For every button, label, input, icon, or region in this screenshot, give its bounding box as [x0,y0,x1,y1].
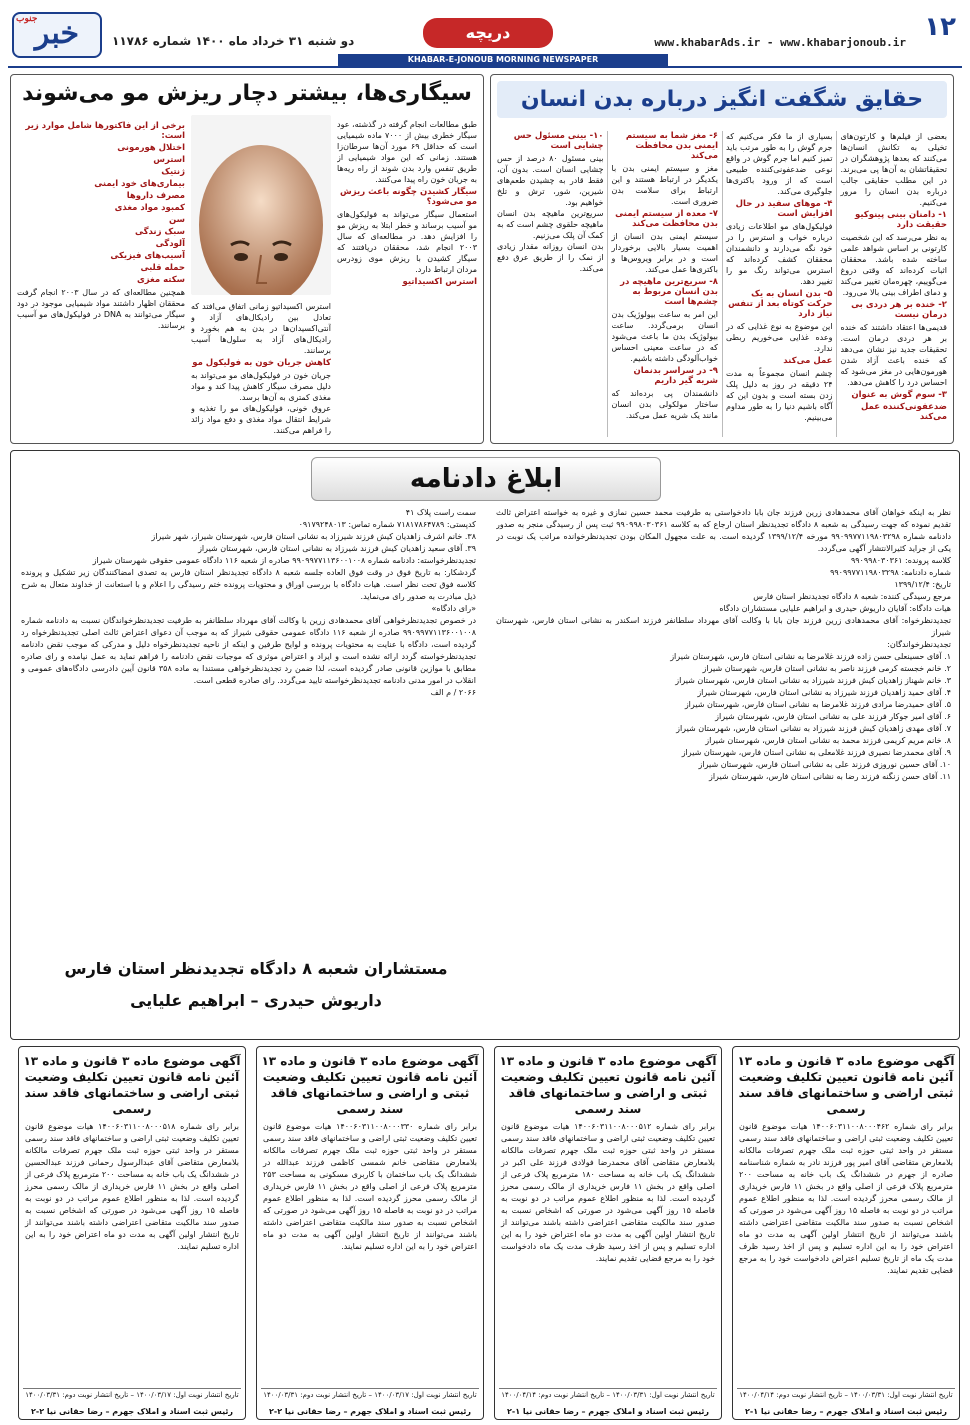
article-subheading: استرس اکسیداتیو [402,277,477,287]
article-body-facts [490,74,954,444]
article-paragraph: سیستم ایمنی بدن انسان از اهمیت بسیار بالایی برخوردار است و در برابر ویروس‌ها و باکتری‌ها عمل می‌کند. [611,232,718,274]
article-paragraph: استرس اکسیداتیو زمانی اتفاق می‌افتد که تعادل بین رادیکال‌های آزاد و آنتی‌اکسیدان‌ها در بدن به هم بخورد و رادیکال‌های آزاد به سلول‌ها آسیب برسانند. [191,302,331,355]
article-subheading: ۴- موهای سفید در حال افزایش است [735,199,833,219]
article-text-right [337,119,477,437]
notice-text-left: سمت راست پلاک ۴۱ کدپستی: ۷۱۸۱۷۸۶۴۷۸۹ شماره تماس: ۰۹۱۷۹۲۴۸۰۱۳ ۳۸. خانم اشرف زاهدیان کیش فرزند شیرزاد به نشانی استان فارس، شهرستان شیراز، شهر شیراز ۳۹. آقای سعید زاهدیان کیش فرزند شیرزاد به نشانی استان فارس، شهرستان شیراز تجدیدنظرخواسته: دادنامه شماره ۹۹۰۹۹۷۷۱۱۳۶۰۰۱۰۰۸ صادره از شعبه ۱۱۶ دادگاه عمومی حقوقی شهرستان شیراز گردشکار: به تاریخ فوق در وقت فوق العاده جلسه شعبه ۸ دادگاه تجدیدنظر استان فارس به تصدی امضاکنندگان زیر تشکیل و پرونده کلاسه فوق تحت نظر است. هیات دادگاه با بررسی اوراق و محتویات پرونده ختم رسیدگی را اعلام و با استعانت از خداوند متعال به شرح ذیل مبادرت به صدور رای می‌نماید. «رای دادگاه» در خصوص تجدیدنظرخواهی آقای محمدهادی زرین با وکالت آقای مهرداد سلطانفر به طرفیت تجدیدنظرخواندگان نسبت به دادنامه شماره ۹۹۰۹۹۷۷۱۱۳۶۰۰۱۰۰۸ صادره از شعبه ۱۱۶ دادگاه عمومی حقوقی شیراز که به موجب آن دعوای اعتراض ثالث اصلی تجدیدنظرخواه رد گردیده است، دادگاه با عنایت به محتویات پرونده و لوایح طرفین و اینکه از ناحیه تجدیدنظرخواه دلیل و مدرکی که موجب نقض دادنامه تجدیدنظرخواسته گردد ارائه نشده است و ایراد و اعتراض موثری که موجبات نقض دادنامه را فراهم نماید به عمل نیامده و رای صادره مطابق با موازین قانونی صادر گردیده است، لذا ضمن رد تجدیدنظرخواهی مستندا به ماده ۳۵۸ قانون آیین دادرسی دادگاه‌های عمومی و انقلاب در امور مدنی دادنامه تجدیدنظرخواسته تایید می‌گردد. رای صادره قطعی است. ۲۰۶۶ / م الف [21,508,476,697]
ad-signature: رئیس ثبت اسناد و املاک جهرم – رضا حقانی نیا ۱-۲ [507,1407,709,1416]
article-paragraph: استعمال سیگار می‌تواند به فولیکول‌های مو آسیب برساند و خطر ابتلا به ریزش مو را افزایش دهد. در مطالعه‌ای که سال ۲۰۰۳ انجام شد، محققان دریافتند که سیگار کشیدن با ریزش موی زودرس مردان ارتباط دارد. [337,210,477,274]
notice-signature-title: مستشاران شعبه ۸ دادگاه تجدیدنظر استان فارس [64,959,448,978]
registration-ad-1 [732,1046,960,1420]
registration-ad-4 [18,1046,246,1420]
article-paragraph: این امر به ساعت بیولوژیک بدن انسان برمی‌گردد. ساعت بیولوژیک بدن ما باعث می‌شود که در ساعت معینی احساس خواب‌آلودگی داشته باشیم. [611,310,718,363]
ad-body: برابر رای شماره ۱۴۰۰۶۰۳۱۱۰۰۸۰۰۰۵۱۲ هیات موضوع قانون تعیین تکلیف وضعیت ثبتی اراضی و ساختمانهای فاقد سند رسمی مستقر در واحد ثبتی حوزه ثبت ملک جهرم تصرفات مالکانه بلامعارض متقاضی آقای محمدرضا فولادی فرزند علی اکبر در ششدانگ یک باب خانه به مساحت ۱۸۰ مترمربع پلاک فرعی از اصلی واقع در بخش ۱۱ فارس خریداری از مالک رسمی محرز گردیده است. لذا به منظور اطلاع عموم مراتب در دو نوبت به فاصله ۱۵ روز آگهی می‌شود در صورتی که اشخاص نسبت به صدور سند مالکیت متقاضی اعتراضی داشته باشند می‌توانند از تاریخ انتشار اولین آگهی به مدت دو ماه اعتراض خود را به این اداره تسلیم و پس از اخذ رسید ظرف مدت یک ماه دادخواست خود را به مرجع قضایی تقدیم نمایند. [501,1122,716,1263]
article-subheading: مصرف داروها [126,191,185,201]
article-subheading: کمبود مواد مغذی [114,203,185,213]
article-subheading: برخی از این فاکتورها شامل موارد زیر است: [25,121,185,141]
ad-title: آگهی موضوع ماده ۳ قانون و ماده ۱۳ آئین نامه قانون تعیین تکلیف وضعیت ثبتی اراضی و ساختمانهای فاقد سند رسمی [737,1054,955,1116]
article-paragraph: بینی مسئول ۸۰ درصد از حس چشایی انسان است. بدون آن، فقط قادر به چشیدن طعم‌های شیرین، شور، ترش و تلخ خواهیم بود. [497,154,604,207]
article-subheading: ۶- مغز شما به سیستم ایمنی بدن محافظت می‌کند [625,131,718,161]
article-subheading: ژنتیک [161,167,185,177]
ad-title: آگهی موضوع ماده ۳ قانون و ماده ۱۳ آئین نامه قانون تعیین تکلیف وضعیت ثبتی اراضی و ساختمانهای فاقد سند رسمی [23,1054,241,1116]
article-subheading: سیگار کشیدن چگونه باعث ریزش مو می‌شود؟ [340,187,477,207]
ad-title: آگهی موضوع ماده ۳ قانون و ماده ۱۳ آئین نامه قانون تعیین تکلیف وضعیت ثبتی و اراضی و ساختمانهای فاقد سند رسمی [499,1054,717,1116]
ad-body: برابر رای شماره ۱۴۰۰۶۰۳۱۱۰۰۸۰۰۰۴۶۲ هیات موضوع قانون تعیین تکلیف وضعیت ثبتی اراضی و ساختمانهای فاقد سند رسمی مستقر در واحد ثبتی حوزه ثبت ملک جهرم تصرفات مالکانه بلامعارض متقاضی آقای امیر پور فرزند نادر به شماره شناسنامه صادره از جهرم در ششدانگ یک باب خانه به مساحت ۲۰۰ مترمربع پلاک فرعی از اصلی واقع در بخش ۱۱ فارس خریداری از مالک رسمی محرز گردیده است. لذا به منظور اطلاع عموم مراتب در دو نوبت به فاصله ۱۵ روز آگهی می‌شود در صورتی که اشخاص نسبت به صدور سند مالکیت متقاضی اعتراضی داشته باشند می‌توانند از تاریخ انتشار اولین آگهی به مدت دو ماه اعتراض خود را به این اداره تسلیم و پس از اخذ رسید ظرف مدت یک ماه از تاریخ تسلیم اعتراض دادخواست خود را به مرجع قضایی تقدیم نمایند. [739,1122,954,1275]
section-title: دریچه [423,18,553,48]
ad-signature: رئیس ثبت اسناد و املاک جهرم – رضا حقانی نیا ۲-۲ [269,1407,471,1416]
notice-text-right: نظر به اینکه خواهان آقای محمدهادی زرین فرزند جان بابا دادخواستی به طرفیت محمد حسین نمازی و غیره به خواسته اعتراض ثالث تقدیم نموده که جهت رسیدگی به شعبه ۸ دادگاه تجدیدنظر استان ارجاع که به کلاسه ۹۹۰۹۹۸۰۳۰۳۶۱ ثبت پس از رسیدگی منجر به صدور دادنامه شماره ۹۹۰۹۹۷۷۱۱۹۸۰۳۲۹۸ مورخه ۱۳۹۹/۱۲/۴ گردیده است. به علت مجهول المکان بودن تجدیدنظرخوانده مراتب یک نوبت در یکی از جراید کثیرالانتشار آگهی می‌گردد. کلاسه پرونده: ۹۹۰۹۹۸۰۳۰۳۶۱ شماره دادنامه: ۹۹۰۹۹۷۷۱۱۹۸۰۳۲۹۸ تاریخ: ۱۳۹۹/۱۲/۴ مرجع رسیدگی کننده: شعبه ۸ دادگاه تجدیدنظر استان فارس هیات دادگاه: آقایان داریوش حیدری و ابراهیم علیایی مستشاران دادگاه تجدیدنظرخواه: آقای محمدهادی زرین فرزند جان بابا با وکالت آقای مهرداد سلطانفر فرزند اسکندر به نشانی استان فارس، شهرستان شیراز تجدیدنظرخواندگان: ۱. آقای حسینعلی حسن زاده فرزند غلامرضا به نشانی استان فارس، شهرستان شیراز ۲. خانم خجسته کرمی فرزند ناصر به نشانی استان فارس، شهرستان شیراز ۳. خانم شهناز زاهدیان کیش فرزند شیرزاد به نشانی استان فارس، شهرستان شیراز ۴. آقای حمید زاهدیان فرزند شیرزاد به نشانی استان فارس، شهرستان شیراز ۵. آقای حمیدرضا مرادی فرزند غلامرضا به نشانی استان فارس، شهرستان شیراز ۶. آقای امیر جوکار فرزند علی به نشانی استان فارس، شهرستان شیراز ۷. آقای مهدی زاهدیان کیش فرزند شیرزاد به نشانی استان فارس، شهرستان شیراز ۸. خانم مریم کریمی فرزند محمد به نشانی استان فارس، شهرستان شیراز ۹. آقای محمدرضا نصیری فرزند غلامعلی به نشانی استان فارس، شهرستان شیراز ۱۰. آقای حسین نوروزی فرزند علی به نشانی استان فارس، شهرستان شیراز ۱۱. آقای حسن زنگنه فرزند رضا به نشانی استان فارس، شهرستان شیراز [496,508,951,781]
article-text-middle [191,301,331,437]
article-subheading: ۲- خنده بر هر دردی بی درمان نیست [851,300,947,320]
article-paragraph: طبق مطالعات انجام گرفته در گذشته، عود سیگار خطری بیش از ۷۰۰۰ ماده شیمیایی است که حداقل ۶۹ مورد آن‌ها سرطان‌زا هستند. زمانی که این مواد شیمیایی از طریق تنفس وارد بدن شوند از راه ریه‌ها به جریان خون راه پیدا می‌کنند. [337,120,477,184]
article-subheading: عمل می‌کند [783,356,833,366]
article-subheading: آسیب‌های فیزیکی [110,251,185,261]
article-subheading: ۵- بدن انسان به یک حرکت کوتاه بعد از تنفس نیاز دارد [728,289,833,319]
article-paragraph: بسیاری از ما فکر می‌کنیم که جرم گوش را به طور مرتب باید تمیز کنیم اما جرم گوش در واقع نوعی ضدعفونی‌کننده طبیعی است که از ورود باکتری‌ها جلوگیری می‌کند. [726,132,833,196]
registration-ad-3 [256,1046,484,1420]
article-subheading: سکته مغزی [136,275,185,285]
article-subheading: آلودگی [155,239,185,249]
article-subheading: ۸- سریع‌ترین ماهیچه در بدن انسان مربوط به چشم‌ها است [620,277,718,307]
notice-signature-names: داریوش حیدری – ابراهیم علیایی [130,991,382,1010]
article-subheading: استرس [153,155,185,165]
article-paragraph: این موضوع به نوع غذایی که در وعده غذایی می‌خوریم ربطی ندارد. [726,322,833,353]
ad-dates: تاریخ انتشار نوبت اول: ۱۴۰۰/۰۳/۱۷ – تاریخ انتشار نوبت دوم: ۱۴۰۰/۰۳/۳۱ [261,1388,479,1399]
article-paragraph: بعضی از فیلم‌ها و کارتون‌های تخیلی به تکانش انسان‌ها می‌کنند که بعدها پژوهشگران در تحقیقاتشان به آن‌ها پی می‌برند. در این مطلب حقایقی جالب درباره بدن انسان را مرور می‌کنیم. [840,132,947,207]
article-smokers-hair [10,74,484,444]
logo-sub: جنوب [16,14,38,24]
article-subheading: ۱۰- بینی مسئول حس چشایی است [513,131,604,151]
article-text-left [17,119,185,437]
article-paragraph: فولیکول‌های مو اطلاعات زیادی درباره خواب و استرس را در خود نگه می‌دارند و دانشمندان محققان کشف کرده‌اند که استرس می‌تواند رنگ مو را تغییر دهد. [726,222,833,286]
article-paragraph: عروق خونی، فولیکول‌های مو را تغذیه و شرایط انتقال مواد مغذی و دفع مواد زائد را فراهم می‌کنند. [191,404,331,435]
article-columns [497,131,947,437]
article-subheading: ۹- در سراسر بدنمان شریه گیر داریم [633,366,718,386]
article-title: سیگاری‌ها، بیشتر دچار ریزش مو می‌شوند [22,81,472,106]
article-subheading: کاهش جریان خون به فولیکول مو [192,358,331,368]
ad-signature: رئیس ثبت اسناد و املاک جهرم – رضا حقانی نیا ۱-۲ [745,1407,947,1416]
article-paragraph: جریان خون در فولیکول‌های مو می‌تواند به دلیل مصرف سیگار کاهش پیدا کند و مواد مغذی کمتری به آن‌ها برسد. [191,371,331,402]
registration-ad-2 [494,1046,722,1420]
article-paragraph: بدن انسان روزانه مقدار زیادی از نمک را از طریق عرق دفع می‌کند. [497,242,604,273]
article-subheading: ۳- سوم گوش به عنوان [851,390,947,400]
article-subheading: اختلال هورمونی [117,143,185,153]
ad-dates: تاریخ انتشار نوبت اول: ۱۴۰۰/۰۳/۱۷ – تاریخ انتشار نوبت دوم: ۱۴۰۰/۰۳/۳۱ [23,1388,241,1399]
court-verdict-notice [10,450,960,1040]
article-paragraph: چشم انسان مجموعاً به مدت ۲۴ دقیقه در روز به دلیل پلک زدن بسته است و بدون این که آگاه باشیم دنیا را به طور مداوم می‌بینیم. [726,369,833,422]
article-title: حقایق شگفت انگیز درباره بدن انسان [520,87,924,112]
english-banner: KHABAR-E-JONOUB MORNING NEWSPAPER [338,54,668,66]
article-subheading: ۷- معده از سیستم ایمنی بدن محافظت می‌کند [615,209,718,229]
article-paragraph: دانشمندان پی برده‌اند که ساختار مولکولی بدن انسان مانند یک شریه عمل می‌کند. [611,389,718,420]
logo-text: خبر [34,16,80,51]
newspaper-logo [12,12,102,58]
article-subheading: حمله قلبی [140,263,185,273]
article-paragraph: سریع‌ترین ماهیچه بدن انسان ماهیچه حلقوی چشم است که به کمک آن پلک می‌زنیم. [497,209,604,240]
article-subheading: ضدعفونی‌کننده عمل می‌کند [860,402,947,422]
ad-dates: تاریخ انتشار نوبت اول: ۱۴۰۰/۰۳/۳۱ – تاریخ انتشار نوبت دوم: ۱۴۰۰/۰۴/۱۴ [737,1388,955,1399]
article-subheading: ۱- دامنان بینی پینوکیو حقیقت دارد [855,210,947,230]
article-paragraph: به نظر می‌رسد که این شخصیت کارتونی بر اساس شواهد علمی ساخته شده باشد. محققان اثبات کرده‌اند که وقتی دروغ می‌گوییم، چهره‌مان تغییر می‌کند و دمای اطراف بینی بالا می‌رود. [840,233,947,297]
notice-title: ابلاغ دادنامه [311,457,661,501]
article-subheading: بیماری‌های خود ایمنی [94,179,185,189]
article-subheading: سن [168,215,185,225]
article-paragraph: قدیمی‌ها اعتقاد داشتند که خنده بر هر دردی درمان است. تحقیقات جدید نیز نشان می‌دهد که خنده باعث آزاد شدن هورمون‌هایی در مغز می‌شود که احساس درد را کاهش می‌دهد. [840,323,947,387]
page-number: ۱۲ [924,12,956,42]
masthead [8,6,962,68]
article-paragraph: همچنین مطالعه‌ای که در سال ۲۰۰۳ انجام گرفت محققان اظهار داشتند مواد شیمیایی موجود در دود سیگار می‌توانند به DNA در فولیکول‌های مو آسیب برسانند. [17,288,185,330]
article-subheading: سبک زندگی [134,227,185,237]
ad-body: برابر رای شماره ۱۴۰۰۶۰۳۱۱۰۰۸۰۰۰۳۳۰ هیات موضوع قانون تعیین تکلیف وضعیت ثبتی اراضی و ساختمانهای فاقد سند رسمی مستقر در واحد ثبتی حوزه ثبت ملک جهرم تصرفات مالکانه بلامعارض متقاضی خانم شمسی کاظمی فرزند عبدالله در ششدانگ یک باب ساختمان با کاربری مسکونی به مساحت ۲۵۳ مترمربع پلاک فرعی از اصلی واقع در بخش ۱۱ فارس خریداری از مالک رسمی محرز گردیده است. لذا به منظور اطلاع عموم مراتب در دو نوبت به فاصله ۱۵ روز آگهی می‌شود در صورتی که اشخاص نسبت به صدور سند مالکیت متقاضی اعتراضی داشته باشند می‌توانند از تاریخ انتشار اولین آگهی به مدت دو ماه اعتراض خود را به این اداره تسلیم نمایند. [263,1122,478,1251]
article-paragraph: مغز و سیستم ایمنی بدن با یکدیگر در ارتباط هستند و این ارتباط برای سلامت بدن ضروری است. [611,164,718,206]
ad-dates: تاریخ انتشار نوبت اول: ۱۴۰۰/۰۳/۳۱ – تاریخ انتشار نوبت دوم: ۱۴۰۰/۰۴/۱۴ [499,1388,717,1399]
bald-man-photo [191,115,331,295]
ad-title: آگهی موضوع ماده ۳ قانون و ماده ۱۳ آئین نامه قانون تعیین تکلیف وضعیت ثبتی و اراضی و ساختمانهای فاقد سند رسمی [261,1054,479,1116]
ad-signature: رئیس ثبت اسناد و املاک جهرم – رضا حقانی نیا ۲-۲ [31,1407,233,1416]
ad-body: برابر رای شماره ۱۴۰۰۶۰۳۱۱۰۰۸۰۰۰۵۱۸ هیات موضوع قانون تعیین تکلیف وضعیت ثبتی اراضی و ساختمانهای فاقد سند رسمی مستقر در واحد ثبتی حوزه ثبت ملک جهرم تصرفات مالکانه بلامعارض متقاضی آقای عبدالرسول رحمانی فرزند عبدالحسین در ششدانگ یک باب خانه به مساحت ۲۰۰ مترمربع پلاک فرعی از اصلی واقع در بخش ۱۱ فارس خریداری از مالک رسمی محرز گردیده است. لذا به منظور اطلاع عموم مراتب در دو نوبت به فاصله ۱۵ روز آگهی می‌شود در صورتی که اشخاص نسبت به صدور سند مالکیت متقاضی اعتراضی داشته باشند می‌توانند از تاریخ انتشار اولین آگهی به مدت دو ماه اعتراض خود را به این اداره تسلیم نمایند. [25,1122,240,1251]
issue-info: دو شنبه ۳۱ خرداد ماه ۱۴۰۰ شماره ۱۱۷۸۶ [112,34,355,48]
website-urls[interactable]: www.khabarAds.ir - www.khabarjonoub.ir [654,36,906,49]
